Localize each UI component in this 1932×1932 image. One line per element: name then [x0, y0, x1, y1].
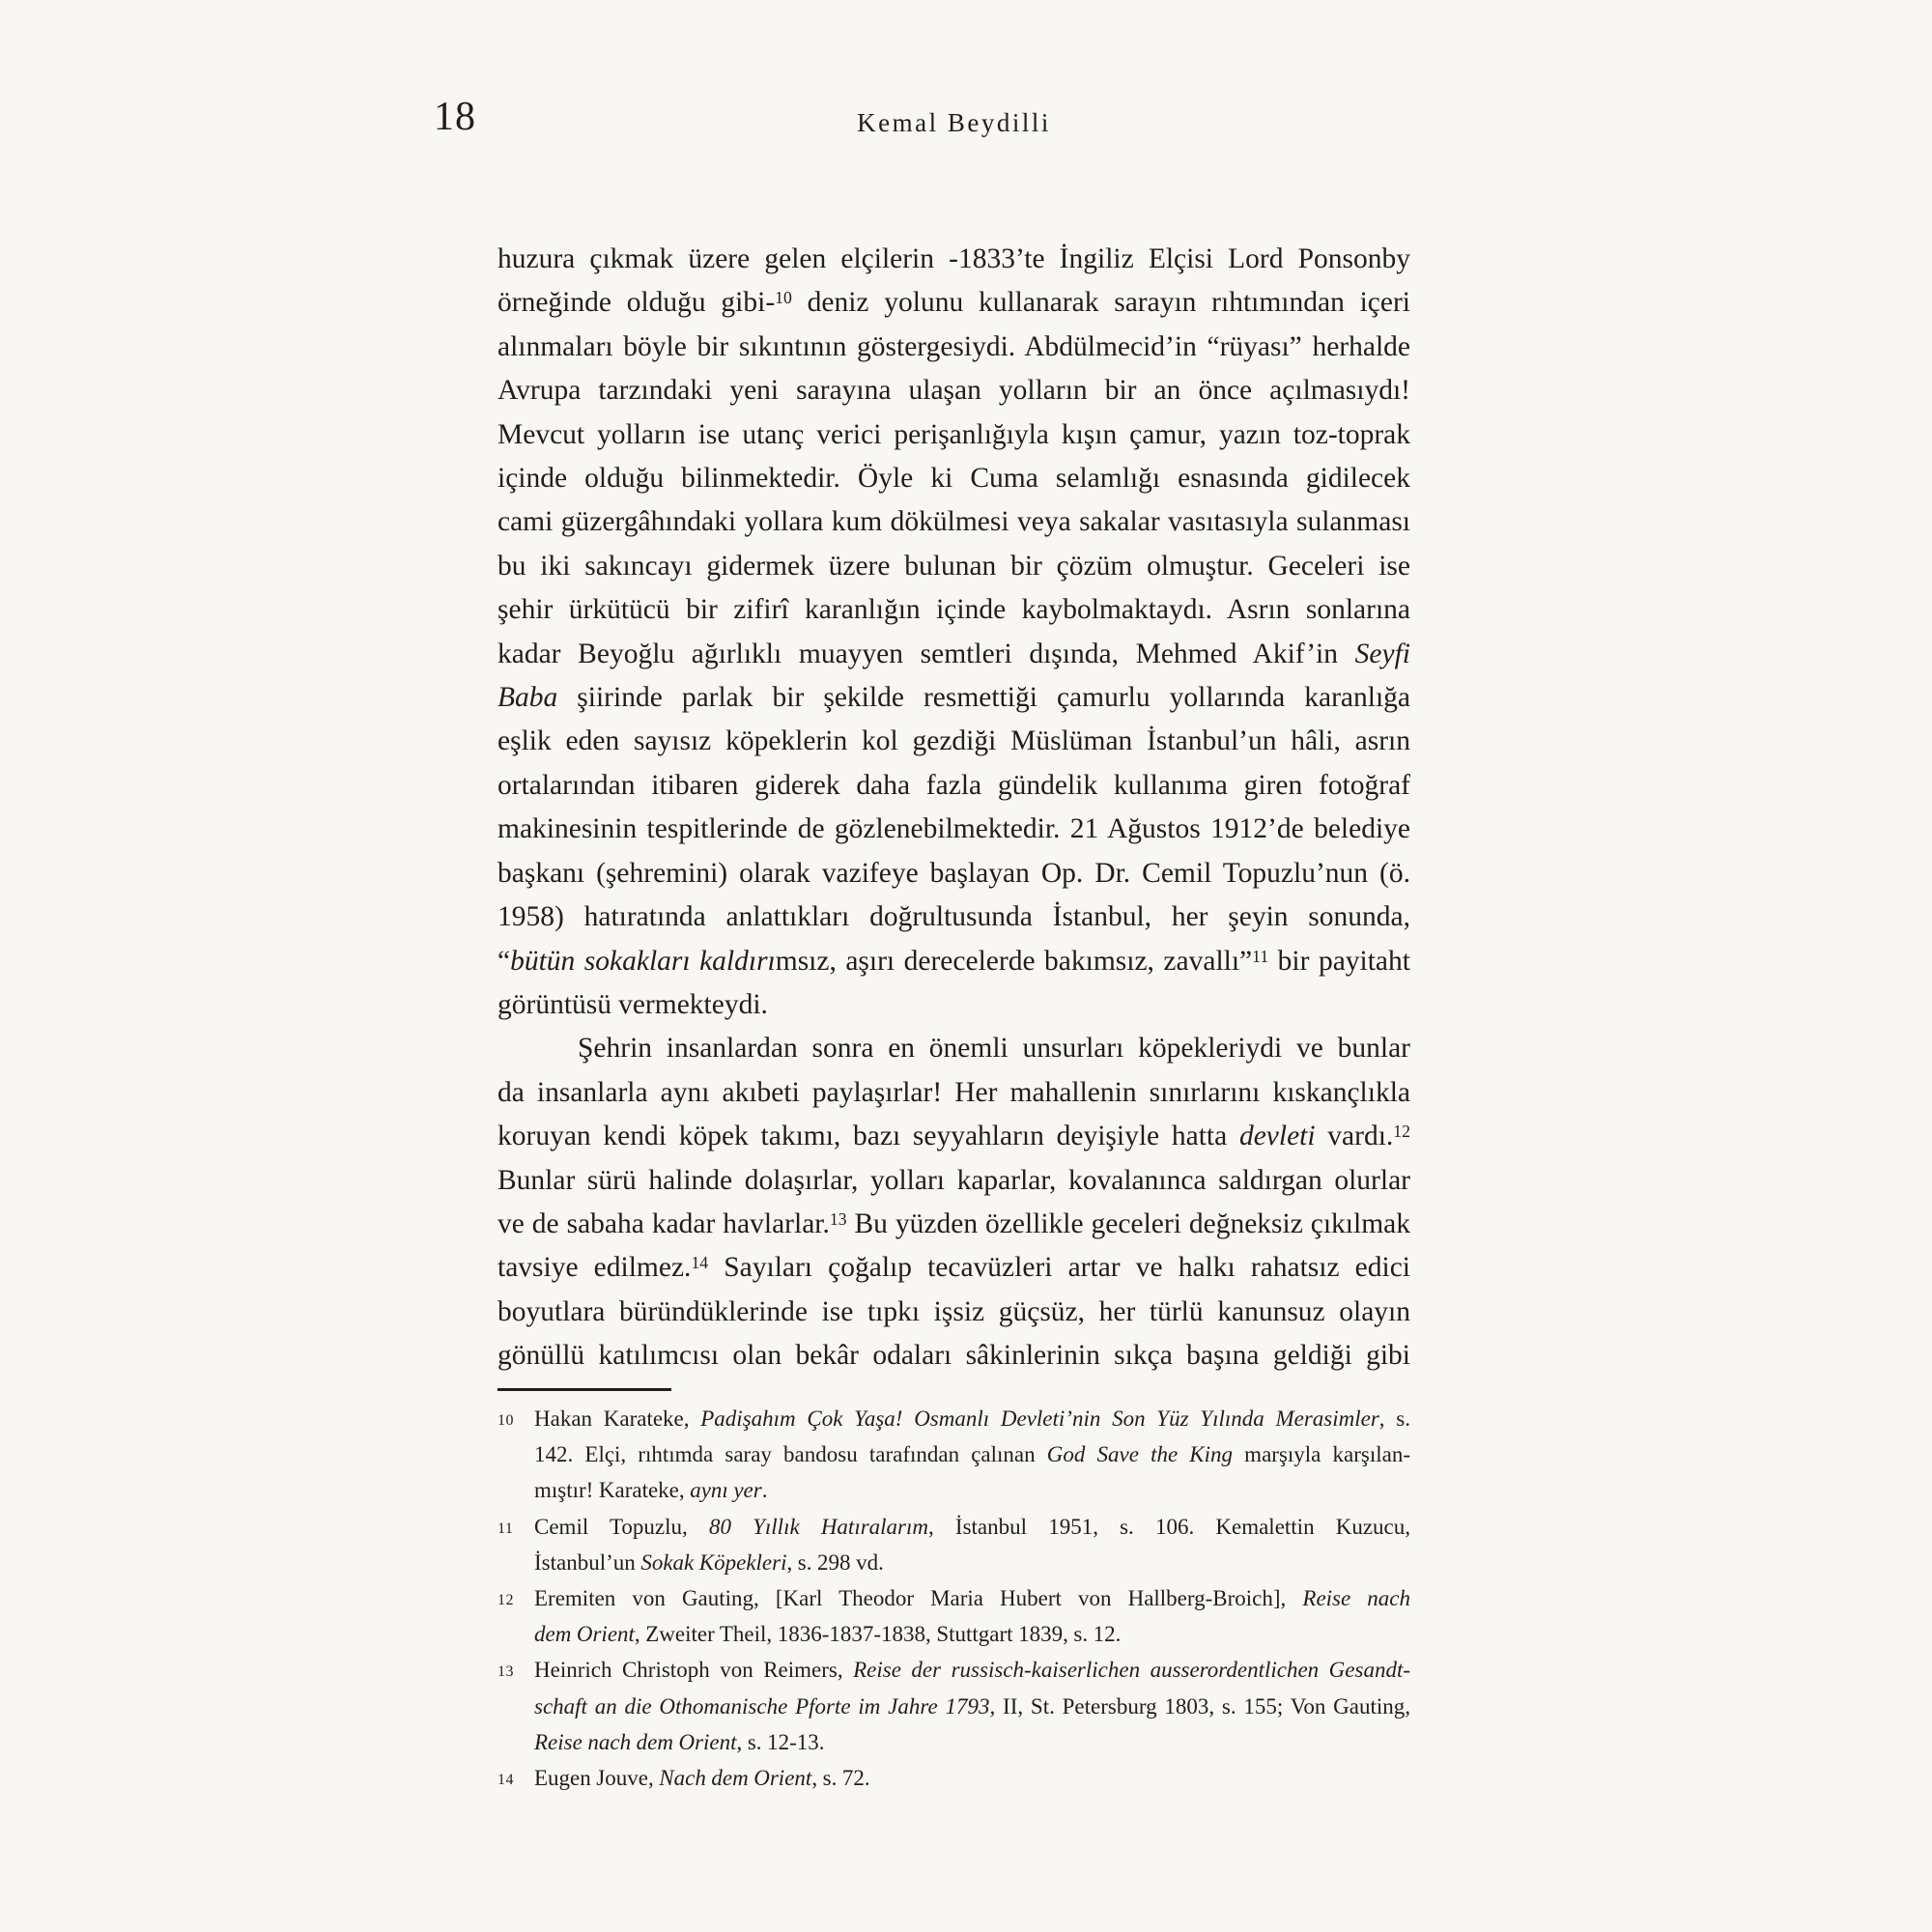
italic-text: dem Orient [534, 1622, 635, 1647]
footnote-line [534, 1580, 1410, 1616]
text-run: tavsiye edilmez. [497, 1252, 692, 1284]
italic-text: Sokak Köpekleri [640, 1549, 787, 1575]
italic-text: Baba [497, 682, 558, 714]
text-run: Şehrin insanlardan sonra en önemli unsurları köpekleriydi ve bunlar [578, 1033, 1410, 1065]
footnote-line [534, 1509, 1410, 1545]
footnote-line [534, 1760, 1410, 1796]
footnote-marker: 14 [497, 1772, 514, 1789]
text-run: huzura çıkmak üzere gelen elçilerin -1833’te İngiliz Elçisi Lord Ponsonby [497, 243, 1410, 274]
text-run: ve de sabaha kadar havlarlar. [497, 1208, 830, 1239]
footnote-marker: 12 [497, 1592, 514, 1609]
italic-text: aynı yer [690, 1478, 762, 1503]
text-run: , s. [1378, 1406, 1410, 1431]
footnotes-section [497, 1401, 1410, 1796]
text-run: bir payitaht [1268, 945, 1410, 977]
text-line [497, 1115, 1410, 1158]
footnote [497, 1509, 1410, 1580]
footnote-line [534, 1545, 1410, 1580]
running-header: Kemal Beydilli [857, 108, 1051, 137]
text-run: boyutlara büründüklerinde ise tıpkı işsiz güçsüz, her türlü kanunsuz olayın [497, 1295, 1410, 1327]
text-line [497, 238, 1410, 281]
text-run: 1958) hatıratında anlattıkları doğrultusunda İstanbul, her şeyin sonunda, [497, 901, 1410, 933]
italic-text: Reise nach [1302, 1586, 1410, 1611]
footnote-marker: 13 [497, 1663, 514, 1681]
text-run: Eremiten von Gauting, [Karl Theodor Maria Hubert von Hallberg-Broich], [534, 1586, 1303, 1611]
text-run: vardı. [1315, 1121, 1394, 1152]
footnote-reference: 11 [1252, 946, 1269, 966]
text-line [497, 808, 1410, 851]
italic-text: bütün sokakları kaldırı [510, 945, 776, 977]
text-run: ortalarından itibaren giderek daha fazla gündelik kullanıma giren fotoğraf [497, 769, 1410, 801]
text-run: koruyan kendi köpek takımı, bazı seyyahların deyişiyle hatta [497, 1121, 1239, 1152]
italic-text: Seyfi [1354, 638, 1410, 669]
body-text [497, 238, 1410, 1378]
text-line [497, 1159, 1410, 1203]
footnote-marker: 11 [497, 1520, 514, 1537]
text-run: Eugen Jouve, [534, 1766, 660, 1791]
text-line [497, 457, 1410, 500]
text-run: “ [497, 945, 511, 977]
italic-text: schaft an die Othomanische Pforte im Jahre 1793 [534, 1693, 990, 1719]
text-run: içinde olduğu bilinmektedir. Öyle ki Cuma selamlığı esnasında gidilecek [497, 463, 1410, 495]
text-run: Hakan Karateke, [534, 1406, 701, 1431]
text-line [497, 326, 1410, 369]
text-run: , II, St. Petersburg 1803, s. 155; Von Gauting, [989, 1693, 1410, 1719]
text-run: , İstanbul 1951, s. 106. Kemalettin Kuzucu, [928, 1514, 1411, 1539]
footnote-reference: 14 [691, 1253, 709, 1273]
text-line [497, 500, 1410, 544]
text-run: başkanı (şehremini) olarak vazifeye başlayan Op. Dr. Cemil Topuzlu’nun (ö. [497, 857, 1410, 889]
text-line [497, 545, 1410, 588]
paragraph [497, 1027, 1410, 1378]
italic-text: Nach dem Orient [659, 1766, 812, 1791]
text-run: örneğinde olduğu gibi- [497, 287, 776, 319]
footnote-rule [497, 1388, 671, 1391]
footnote [497, 1580, 1410, 1652]
italic-text: God Save the King [1046, 1442, 1234, 1467]
text-line [497, 1334, 1410, 1378]
text-line [497, 852, 1410, 895]
text-run: , s. 72. [811, 1766, 870, 1791]
text-line [497, 676, 1410, 720]
text-line [497, 633, 1410, 676]
footnote-reference: 12 [1393, 1122, 1410, 1142]
footnote-line [534, 1616, 1410, 1652]
text-run: cami güzergâhındaki yollara kum dökülmesi veya sakalar vasıtasıyla sulanması [497, 506, 1410, 538]
text-run: alınmaları böyle bir sıkıntının göstergesiydi. Abdülmecid’in “rüyası” herhalde [497, 330, 1410, 362]
italic-text: devleti [1238, 1121, 1316, 1152]
text-line [497, 764, 1410, 808]
text-run: bu iki sakıncayı gidermek üzere bulunan bir çözüm olmuştur. Geceleri ise [497, 550, 1410, 582]
footnote-reference: 13 [829, 1208, 847, 1229]
text-run: 142. Elçi, rıhtımda saray bandosu tarafından çalınan [534, 1442, 1047, 1467]
footnote-reference: 10 [775, 288, 792, 308]
footnote-line [534, 1724, 1410, 1760]
text-run: Bunlar sürü halinde dolaşırlar, yolları kaparlar, kovalanınca saldırgan olurlar [497, 1164, 1410, 1196]
footnote-line [534, 1401, 1410, 1436]
footnote [497, 1760, 1410, 1796]
text-run: Mevcut yolların ise utanç verici perişanlığıyla kışın çamur, yazın toz-toprak [497, 418, 1410, 450]
text-line [497, 1291, 1410, 1334]
text-run: makinesinin tespitlerinde de gözlenebilmektedir. 21 Ağustos 1912’de belediye [497, 813, 1410, 845]
text-run: marşıyla karşılan- [1233, 1442, 1410, 1467]
page-number: 18 [434, 95, 476, 139]
text-run: kadar Beyoğlu ağırlıklı muayyen semtleri dışında, Mehmed Akif’in [497, 638, 1355, 669]
text-line [497, 1071, 1410, 1115]
text-run: İstanbul’un [534, 1549, 641, 1575]
text-line [497, 1203, 1410, 1246]
text-run: gönüllü katılımcısı olan bekâr odaları sâkinlerinin sıkça başına geldiği gibi [497, 1340, 1410, 1372]
italic-text: Reise nach dem Orient [534, 1729, 737, 1754]
italic-text: Padişahım Çok Yaşa! Osmanlı Devleti’nin Son Yüz Yılında Merasimler [700, 1406, 1379, 1431]
text-run: Heinrich Christoph von Reimers, [534, 1658, 854, 1683]
footnote [497, 1401, 1410, 1509]
italic-text: 80 Yıllık Hatıralarım [708, 1514, 929, 1539]
text-line [497, 940, 1410, 983]
text-run: , s. 298 vd. [786, 1549, 884, 1575]
text-line [497, 369, 1410, 412]
text-run: eşlik eden sayısız köpeklerin kol gezdiği Müslüman İstanbul’un hâli, asrın [497, 725, 1410, 757]
text-line [497, 895, 1410, 939]
text-run: Bu yüzden özellikle geceleri değneksiz çıkılmak [846, 1208, 1410, 1239]
text-run: görüntüsü vermekteydi. [497, 988, 768, 1020]
text-run: . [761, 1478, 768, 1503]
text-run: Sayıları çoğalıp tecavüzleri artar ve halkı rahatsız edici [708, 1252, 1410, 1284]
paragraph [497, 238, 1410, 1027]
text-line [497, 1027, 1410, 1070]
text-run: , s. 12-13. [736, 1729, 825, 1754]
text-run: şehir ürkütücü bir zifirî karanlığın içinde kaybolmaktaydı. Asrın sonlarına [497, 594, 1410, 626]
footnote-line [534, 1472, 1410, 1508]
footnote-line [534, 1436, 1410, 1472]
text-run: mıştır! Karateke, [534, 1478, 691, 1503]
text-line [497, 983, 1410, 1027]
text-line [497, 1246, 1410, 1290]
text-run: deniz yolunu kullanarak sarayın rıhtımından içeri [791, 287, 1410, 319]
text-run: msız, aşırı derecelerde bakımsız, zavallı” [775, 945, 1253, 977]
text-run: , Zweiter Theil, 1836-1837-1838, Stuttgart 1839, s. 12. [634, 1622, 1122, 1647]
footnote-line [534, 1689, 1410, 1724]
footnote-marker: 10 [497, 1412, 514, 1429]
text-line [497, 413, 1410, 457]
footnote-line [534, 1652, 1410, 1688]
text-run: Cemil Topuzlu, [534, 1514, 709, 1539]
text-line [497, 588, 1410, 632]
text-run: da insanlarla aynı akıbeti paylaşırlar! Her mahallenin sınırlarını kıskançlıkla [497, 1076, 1410, 1108]
text-run: Avrupa tarzındaki yeni sarayına ulaşan yolların bir an önce açılmasıydı! [497, 375, 1410, 407]
footnote [497, 1652, 1410, 1760]
text-run: şiirinde parlak bir şekilde resmettiği çamurlu yollarında karanlığa [557, 682, 1410, 714]
text-line [497, 281, 1410, 325]
text-line [497, 720, 1410, 763]
italic-text: Reise der russisch-kaiserlichen ausserordentlichen Gesandt- [853, 1658, 1410, 1683]
